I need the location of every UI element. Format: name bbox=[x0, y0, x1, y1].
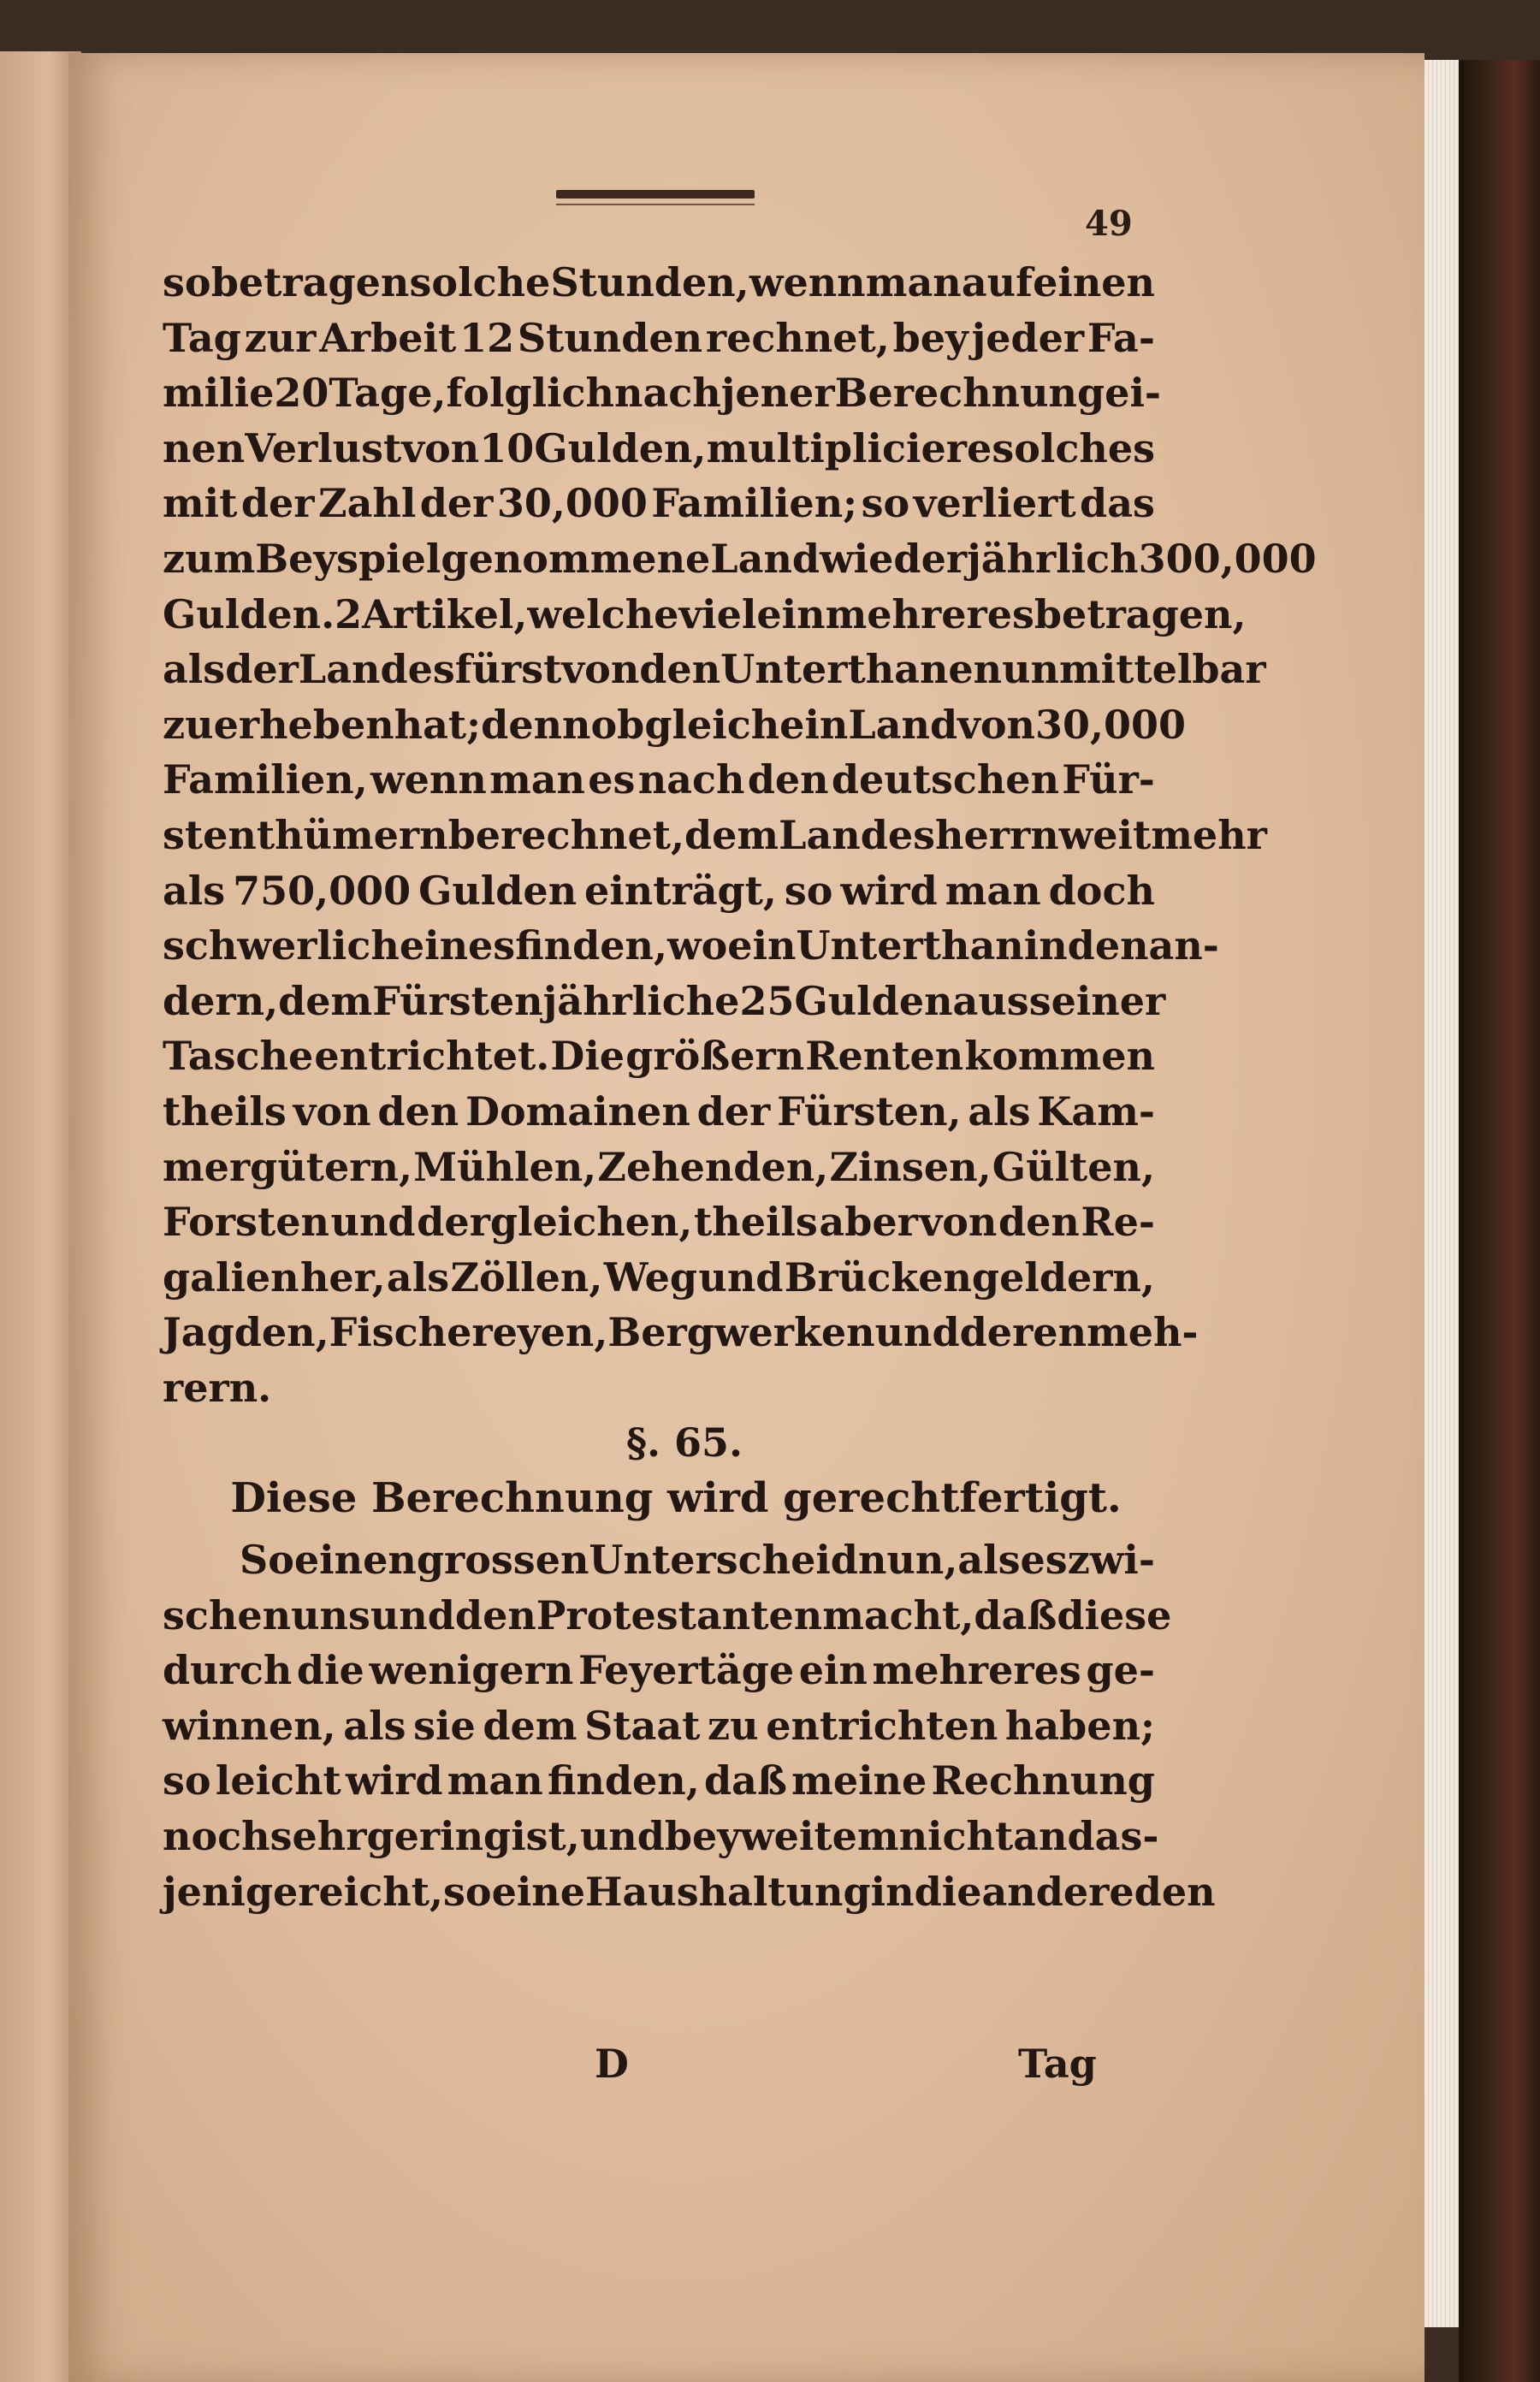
text-line: theils von den Domainen der Fürsten, als Kam- bbox=[163, 1087, 1155, 1135]
text-line: so leicht wird man finden, daß meine Rechnung bbox=[163, 1757, 1155, 1804]
header-rule bbox=[556, 190, 755, 198]
section-number: §. 65. bbox=[625, 1419, 743, 1467]
page-stack-edge bbox=[1424, 60, 1459, 2327]
body-paragraph bbox=[163, 255, 1317, 1415]
text-line: als 750,000 Gulden einträgt, so wird man doch bbox=[163, 867, 1155, 914]
catchword: Tag bbox=[1018, 2041, 1097, 2087]
text-line: Familien, wenn man es nach den deutschen Für- bbox=[163, 756, 1155, 803]
text-line: schen uns und den Protestanten macht, daß diese bbox=[163, 1591, 1172, 1638]
text-line: Tasche entrichtet. Die größern Renten kommen bbox=[163, 1033, 1155, 1080]
text-line: so betragen solche Stunden, wenn man auf einen bbox=[163, 259, 1155, 305]
text-line: noch sehr gering ist, und bey weitem nicht an das- bbox=[163, 1813, 1159, 1860]
page-number: 49 bbox=[1085, 204, 1133, 244]
text-line: dern, dem Fürsten jährliche 25 Gulden aus seiner bbox=[163, 977, 1166, 1024]
book-cover-edge bbox=[1459, 60, 1540, 2382]
text-line: jenige reicht, so eine Haushaltung in die andere den bbox=[163, 1868, 1216, 1915]
text-line: nen Verlust von 10 Gulden, multipliciere solches bbox=[163, 424, 1155, 471]
text-line: So einen grossen Unterscheid nun, als es zwi- bbox=[240, 1537, 1155, 1584]
text-line: zu erheben hat; denn obgleich ein Land von 30,000 bbox=[163, 701, 1187, 748]
section-paragraph bbox=[163, 1532, 1216, 1919]
text-line: rern. bbox=[163, 1364, 272, 1411]
text-line: mergütern, Mühlen, Zehenden, Zinsen, Gülten, bbox=[163, 1143, 1155, 1190]
text-line: Gulden. 2 Artikel, welche viel ein mehreres betragen, bbox=[163, 590, 1247, 637]
text-line: als der Landesfürst von den Unterthanen unmittelbar bbox=[163, 646, 1266, 693]
text-block bbox=[163, 255, 1317, 1919]
text-line: stenthümern berechnet, dem Landesherrn weit mehr bbox=[163, 811, 1267, 858]
text-line: mit der Zahl der 30,000 Familien; so verliert das bbox=[163, 480, 1155, 527]
text-line: milie 20 Tage, folglich nach jener Berechnung ei- bbox=[163, 370, 1162, 417]
text-line: zum Beyspiel genommene Land wieder jährlich 300,000 bbox=[163, 535, 1317, 582]
signature-mark: D bbox=[595, 2041, 629, 2087]
text-line: winnen, als sie dem Staat zu entrichten haben; bbox=[163, 1702, 1155, 1749]
text-line: Tag zur Arbeit 12 Stunden rechnet, bey jeder Fa- bbox=[163, 314, 1155, 361]
text-line: Forsten und dergleichen, theils aber von den Re- bbox=[163, 1199, 1155, 1246]
section-title: Diese Berechnung wird gerechtfertigt. bbox=[230, 1474, 1122, 1523]
text-line: schwerlich eines finden, wo ein Unterthan in den an- bbox=[163, 922, 1219, 969]
text-line: Jagden, Fischereyen, Bergwerken und deren meh- bbox=[163, 1309, 1199, 1356]
header-rule-thin bbox=[556, 204, 755, 205]
text-line: durch die wenigern Feyertäge ein mehreres ge- bbox=[163, 1647, 1155, 1694]
text-line: galien her, als Zöllen, Weg und Brückengeldern, bbox=[163, 1253, 1155, 1301]
